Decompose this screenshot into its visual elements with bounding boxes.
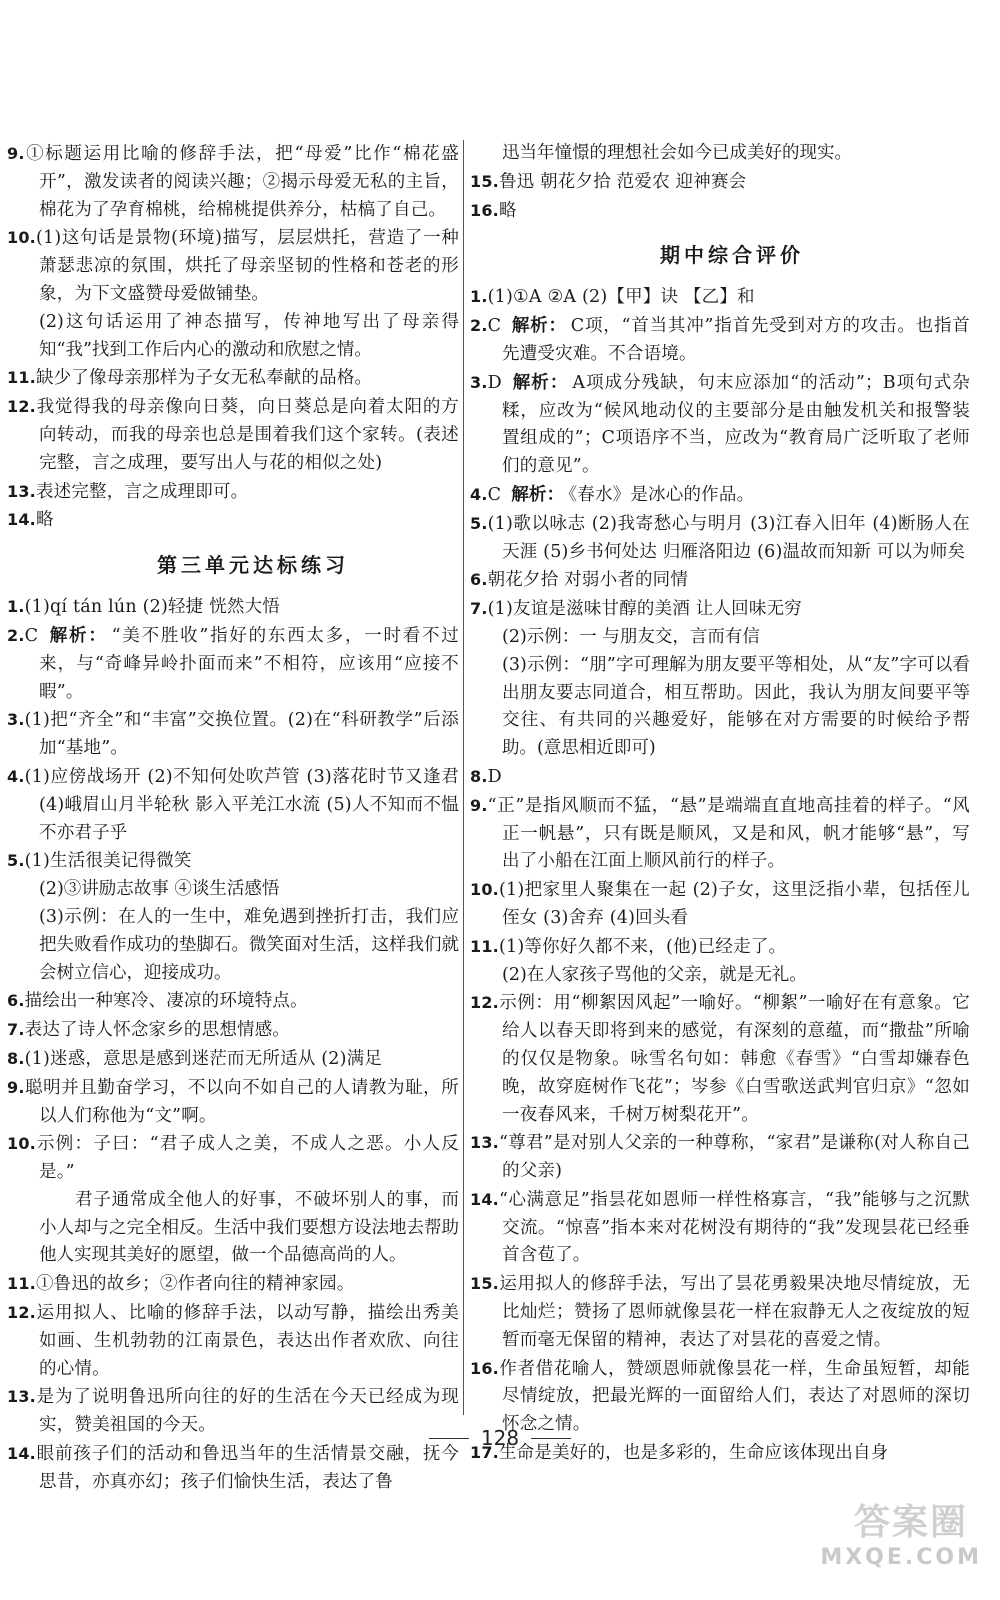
- answer-item: [7, 1130, 459, 1187]
- watermark-logo: [820, 1500, 982, 1570]
- answer-item: [470, 792, 970, 876]
- item-text: (1)歌以咏志 (2)我寄愁心与明月 (3)江春入旧年 (4)断肠人在天涯 (5)乡书何处达 归雁洛阳边 (6)温故而知新 可以为师矣: [487, 513, 970, 562]
- answer-item: [470, 510, 970, 567]
- answer-item: [470, 1270, 970, 1354]
- item-number: 12.: [7, 397, 36, 417]
- item-text: (1)友谊是滋味甘醇的美酒 让人回味无穷: [487, 599, 802, 620]
- item-text: 缺少了像母亲那样为子女无私奉献的品格。: [35, 368, 373, 389]
- item-text: (1)应傍战场开 (2)不知何处吹芦管 (3)落花时节又逢君 (4)峨眉山月半轮秋 影入平羌江水流 (5)人不知而不愠 不亦君子乎: [24, 766, 459, 843]
- item-number: 15.: [470, 1274, 499, 1294]
- indented-paragraph: 君子通常成全他人的好事，不破坏别人的事，而小人却与之完全相反。生活中我们要想方设法地去帮助他人实现其美好的愿望，做一个品德高尚的人。: [39, 1189, 459, 1266]
- item-text: 鲁迅 朝花夕拾 范爱农 迎神赛会: [498, 171, 747, 192]
- answer-item: [7, 622, 459, 706]
- item-text: 略: [498, 200, 517, 221]
- item-text: 运用拟人的修辞手法，写出了昙花勇毅果决地尽情绽放，无比灿烂；赞扬了恩师就像昙花一样在寂静无人之夜绽放的短暂而毫无保留的精神，表达了对昙花的喜爱之情。: [498, 1274, 970, 1350]
- page-number: 128: [480, 1426, 520, 1450]
- watermark-url: MXQE.COM: [820, 1545, 982, 1570]
- footer-rule-left: [429, 1438, 469, 1439]
- watermark-title: 答案圈: [853, 1502, 968, 1543]
- item-text: (1)这句话是景物(环境)描写，层层烘托，营造了一种萧瑟悲凉的氛围，烘托了母亲坚韧的性格和苍老的形象，为下文盛赞母爱做铺垫。: [35, 228, 459, 304]
- footer-rule-right: [531, 1438, 571, 1439]
- item-text: “尊君”是对别人父亲的一种尊称，“家君”是谦称(对人称自己的父亲): [498, 1133, 970, 1182]
- item-text: 描绘出一种寒冷、凄凉的环境特点。: [24, 991, 308, 1012]
- answer-item: [470, 876, 970, 933]
- item-number: 13.: [470, 1133, 499, 1153]
- answer-item: [470, 595, 970, 624]
- item-number: 13.: [7, 481, 36, 501]
- page-footer: [0, 1418, 1000, 1458]
- item-number: 5.: [470, 513, 488, 533]
- analysis-text: A项成分残缺，句末应添加“的活动”；B项句式杂糅，应改为“候风地动仪的主要部分是由触发机关和报警装置组成的”；C项语序不当，应改为“教育局广泛听取了老师们的意见”。: [502, 372, 970, 477]
- analysis-text: “美不胜收”指好的东西太多，一时看不过来，与“奇峰异岭扑面而来”不相符，应该用“应接不暇”。: [39, 625, 459, 702]
- analysis-text: C项，“首当其冲”指首先受到对方的攻击。也指首先遭受灾难。不合语境。: [502, 316, 970, 364]
- item-text: 朝花夕拾 对弱小者的同情: [487, 570, 689, 591]
- item-number: 12.: [470, 993, 499, 1013]
- item-text: (1)把“齐全”和“丰富”交换位置。(2)在“科研教学”后添加“基地”。: [24, 710, 459, 759]
- item-number: 9.: [470, 795, 488, 815]
- item-number: 15.: [470, 171, 499, 191]
- item-number: 5.: [7, 851, 25, 871]
- answer-item: [470, 1129, 970, 1186]
- item-text: 示例：子曰：“君子成人之美，不成人之恶。小人反是。”: [35, 1134, 459, 1183]
- answer-item: [7, 393, 459, 477]
- item-text: 眼前孩子们的活动和鲁迅当年的生活情景交融，抚今思昔，亦真亦幻；孩子们愉快生活，表达了鲁: [35, 1444, 459, 1492]
- analysis-text: 《春水》是冰心的作品。: [568, 484, 755, 505]
- answer-item: [7, 1270, 459, 1299]
- answer-item: [470, 312, 970, 369]
- item-number: 13.: [7, 1387, 36, 1407]
- item-text: 我觉得我的母亲像向日葵，向日葵总是向着太阳的方向转动，而我的母亲也总是围着我们这个家转。(表述完整，言之成理，要写出人与花的相似之处): [35, 397, 459, 473]
- item-text: D: [487, 766, 502, 787]
- answer-item: [7, 1045, 459, 1074]
- item-text: 运用拟人、比喻的修辞手法，以动写静，描绘出秀美如画、生机勃勃的江南景色，表达出作者欢欣、向往的心情。: [35, 1303, 459, 1379]
- left-column: [7, 140, 459, 1497]
- section-heading: 第三单元达标练习: [157, 553, 349, 578]
- analysis-label: 解析：: [511, 372, 569, 393]
- answer-item: [7, 1299, 459, 1383]
- item-number: 8.: [470, 766, 488, 786]
- item-number: 1.: [470, 287, 488, 307]
- item-text: ①鲁迅的故乡；②作者向往的精神家园。: [35, 1274, 355, 1295]
- item-number: 14.: [470, 1189, 499, 1209]
- continuation-line: 迅当年憧憬的理想社会如今已成美好的现实。: [502, 143, 852, 163]
- answer-item: [7, 706, 459, 763]
- item-number: 6.: [470, 570, 488, 590]
- item-number: 6.: [7, 991, 25, 1011]
- analysis-label: 解析：: [48, 625, 108, 646]
- answer-item: [7, 987, 459, 1016]
- item-number: 11.: [7, 368, 36, 388]
- item-number: 4.: [470, 484, 488, 504]
- item-text: 生命是美好的，也是多彩的，生命应该体现出自身: [498, 1443, 889, 1464]
- item-text: (1)生活很美记得微笑: [24, 851, 192, 872]
- answer-item: [7, 1074, 459, 1131]
- item-number: 11.: [7, 1274, 36, 1294]
- item-number: 14.: [7, 510, 36, 530]
- answer-item: [470, 1186, 970, 1270]
- item-number: 3.: [7, 710, 25, 730]
- item-number: 14.: [7, 1444, 36, 1464]
- item-number: 2.: [7, 625, 25, 645]
- item-number: 12.: [7, 1303, 36, 1323]
- item-text: 聪明并且勤奋学习，不以向不如自己的人请教为耻，所以人们称他为“文”啊。: [24, 1077, 459, 1126]
- item-text: “心满意足”指昙花如恩师一样性格寡言，“我”能够与之沉默交流。“惊喜”指本来对花树没有期待的“我”发现昙花已经垂首含苞了。: [498, 1189, 970, 1266]
- item-number: 11.: [470, 936, 499, 956]
- continuation-line: (2)在人家孩子骂他的父亲，就是无礼。: [502, 964, 807, 985]
- answer-item: [7, 364, 459, 393]
- answer-item: [470, 283, 970, 312]
- answer-item: [7, 224, 459, 308]
- answer-item: [470, 369, 970, 481]
- section-heading: 期中综合评价: [660, 243, 804, 268]
- item-number: 10.: [7, 1134, 36, 1154]
- answer-item: [7, 140, 459, 224]
- continuation-line: (2)③讲励志故事 ④谈生活感悟: [39, 879, 280, 900]
- item-text: 示例：用“柳絮因风起”一喻好。“柳絮”一喻好在有意象。它给人以春天即将到来的感觉，有深刻的意蕴，而“撒盐”所喻的仅仅是物象。咏雪名句如：韩愈《春雪》“白雪却嫌春色晚，故穿庭树作飞花”；岑参《白雪歌送武判官归京》“忽如一夜春风来，千树万树梨花开”。: [498, 993, 970, 1125]
- item-text: (1)qí tán lún (2)轻捷 恍然大悟: [24, 597, 280, 618]
- item-text: C: [24, 625, 39, 646]
- item-text: C: [487, 316, 502, 337]
- item-text: (1)①A ②A (2)【甲】诀 【乙】和: [487, 287, 755, 308]
- item-number: 3.: [470, 372, 488, 392]
- item-text: 作者借花喻人，赞颂恩师就像昙花一样，生命虽短暂，却能尽情绽放，把最光辉的一面留给人们，表达了对恩师的深切怀念之情。: [498, 1358, 970, 1435]
- right-column: [470, 140, 970, 1468]
- item-number: 2.: [470, 316, 488, 336]
- item-number: 4.: [7, 766, 25, 786]
- item-number: 7.: [470, 599, 488, 619]
- answer-item: [7, 506, 459, 535]
- item-text: 是为了说明鲁迅所向往的好的生活在今天已经成为现实，赞美祖国的今天。: [35, 1387, 459, 1436]
- continuation-line: (3)示例：“朋”字可理解为朋友要平等相处，从“友”字可以看出朋友要志同道合，相互帮助。因此，我认为朋友间要平等交往、有共同的兴趣爱好，能够在对方需要的时候给予帮助。(意思相近即可): [502, 654, 970, 759]
- item-number: 1.: [7, 597, 25, 617]
- answer-item: [470, 481, 970, 510]
- continuation-line: (3)示例：在人的一生中，难免遇到挫折打击，我们应把失败看作成功的垫脚石。微笑面对生活，这样我们就会树立信心，迎接成功。: [39, 906, 459, 983]
- answer-item: [470, 566, 970, 595]
- item-number: 8.: [7, 1048, 25, 1068]
- item-text: (1)迷惑，意思是感到迷茫而无所适从 (2)满足: [24, 1048, 383, 1069]
- answer-item: [470, 197, 970, 226]
- answer-item: [470, 933, 970, 962]
- item-number: 7.: [7, 1020, 25, 1040]
- item-text: 表述完整，言之成理即可。: [35, 481, 249, 502]
- continuation-line: (2)示例：一 与朋友交，言而有信: [502, 626, 760, 647]
- item-number: 16.: [470, 200, 499, 220]
- answer-item: [7, 763, 459, 847]
- item-text: C: [487, 484, 502, 505]
- item-number: 10.: [7, 228, 36, 248]
- answer-item: [470, 168, 970, 197]
- analysis-label: 解析：: [511, 316, 567, 337]
- item-number: 9.: [7, 1077, 25, 1097]
- item-number: 17.: [470, 1443, 499, 1463]
- item-text: 表达了诗人怀念家乡的思想情感。: [24, 1020, 291, 1041]
- item-number: 16.: [470, 1358, 499, 1378]
- answer-item: [470, 989, 970, 1129]
- answer-item: [7, 478, 459, 507]
- answer-item: [7, 847, 459, 876]
- column-divider: [463, 140, 464, 1415]
- answer-item: [470, 763, 970, 792]
- item-text: “正”是指风顺而不猛，“悬”是端端直直地高挂着的样子。“风正一帆悬”，只有既是顺风，又是和风，帆才能够“悬”，写出了小船在江面上顺风前行的样子。: [487, 795, 970, 872]
- item-text: (1)等你好久都不来，(他)已经走了。: [498, 936, 787, 957]
- continuation-line: (2)这句话运用了神态描写，传神地写出了母亲得知“我”找到工作后内心的激动和欣慰之情。: [39, 311, 459, 360]
- item-text: ①标题运用比喻的修辞手法，把“母爱”比作“棉花盛开”，激发读者的阅读兴趣；②揭示母爱无私的主旨，棉花为了孕育棉桃，给棉桃提供养分，枯槁了自己。: [24, 144, 459, 220]
- item-number: 9.: [7, 144, 25, 163]
- answer-item: [7, 593, 459, 622]
- analysis-label: 解析：: [511, 484, 565, 505]
- answer-item: [7, 1016, 459, 1045]
- item-number: 10.: [470, 880, 499, 900]
- item-text: D: [487, 372, 502, 393]
- item-text: 略: [35, 510, 54, 531]
- item-text: (1)把家里人聚集在一起 (2)子女，这里泛指小辈，包括侄儿侄女 (3)舍弃 (4)回头看: [498, 880, 970, 928]
